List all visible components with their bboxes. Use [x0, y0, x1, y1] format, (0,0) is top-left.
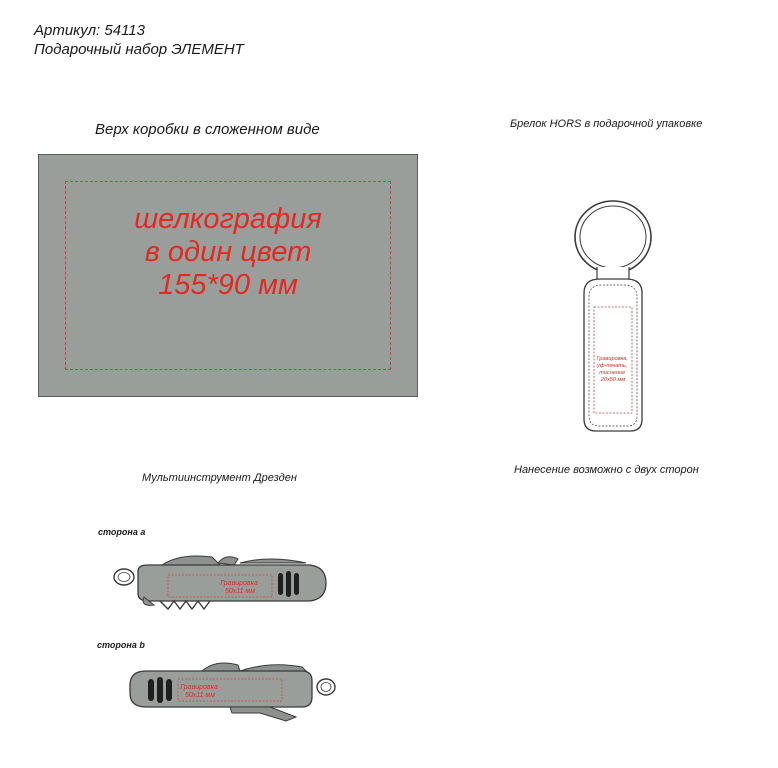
- svg-text:Гравировка 50х11 мм: [180, 684, 219, 699]
- grip-slot-icon: [148, 679, 154, 701]
- box-print-line: 155*90 мм: [158, 269, 298, 301]
- blade-icon: [162, 556, 220, 565]
- clip-ring-icon: [317, 679, 335, 695]
- box-print-line: в один цвет: [144, 236, 312, 268]
- side-a-engrave-line: 50х11 мм: [224, 588, 256, 595]
- svg-text:Гравировка, уф-печать,: [596, 356, 630, 383]
- keychain-drawing: [570, 195, 670, 440]
- multitool-side-a-drawing: [100, 545, 350, 620]
- corkscrew-icon: [160, 601, 210, 609]
- keychain-engrave-line: уф-печать,: [597, 363, 628, 369]
- multitool-side-b-drawing: [120, 655, 350, 725]
- keychain-engrave-line: 20х50 мм: [600, 377, 626, 383]
- keychain-engrave-line: Гравировка,: [596, 356, 628, 362]
- box-section-title: Верх коробки в сложенном виде: [95, 121, 320, 138]
- product-name: Подарочный набор ЭЛЕМЕНТ: [34, 41, 244, 58]
- two-sides-note: Нанесение возможно с двух сторон: [514, 464, 699, 476]
- side-a-engrave-line: Гравировка: [220, 580, 258, 587]
- keychain-tag-icon: [584, 279, 642, 431]
- box-print-text: [39, 203, 417, 302]
- article-number: Артикул: 54113: [34, 22, 145, 39]
- box-top-panel: [38, 154, 418, 397]
- side-b-engrave-line: Гравировка: [180, 684, 218, 691]
- keyring-outer-icon: [575, 201, 651, 273]
- bottle-opener-icon: [230, 707, 296, 721]
- blade-icon: [202, 663, 240, 671]
- side-a-label: сторона a: [98, 527, 146, 537]
- grip-slot-icon: [278, 573, 283, 595]
- keychain-engrave-line: тиснение: [599, 370, 626, 376]
- multitool-section-title: Мультиинструмент Дрезден: [142, 472, 297, 484]
- keyring-inner-icon: [580, 206, 646, 268]
- side-b-engrave-line: 50х11 мм: [184, 692, 216, 699]
- keychain-section-title: Брелок HORS в подарочной упаковке: [510, 118, 703, 130]
- svg-text:Гравировка 50х11 мм: [220, 580, 259, 595]
- box-print-line: шелкография: [134, 203, 322, 235]
- clip-ring-icon: [114, 569, 134, 585]
- side-b-label: сторона b: [97, 640, 145, 650]
